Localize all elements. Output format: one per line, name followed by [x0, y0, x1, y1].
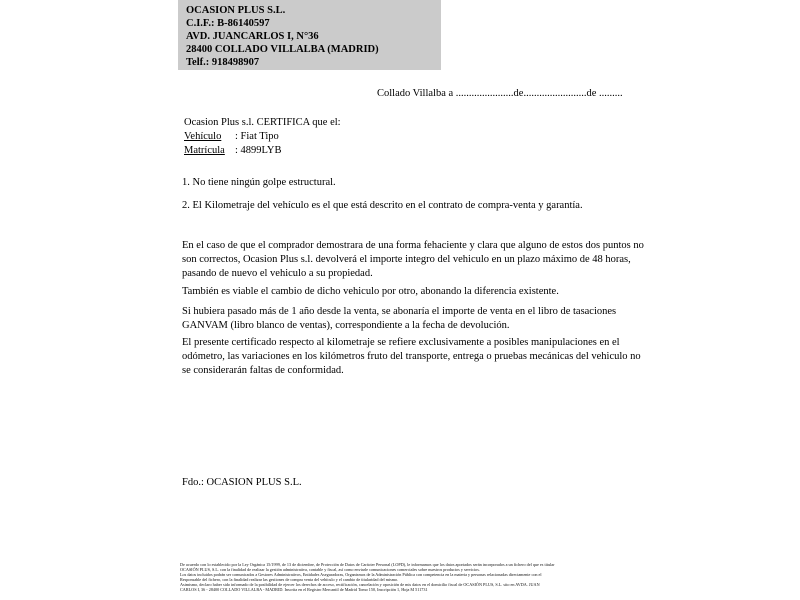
paragraph-odometer-line-2: odómetro, las variaciones en los kilómetros fruto del transporte, entrega o pruebas mecánicas del vehiculo no: [182, 351, 641, 362]
paragraph-odometer-line-1: El presente certificado respecto al kilometraje se refiere exclusivamente a posibles manipulaciones en el: [182, 337, 620, 348]
legal-fine-print-line-5: Asimismo, declaro haber sido informado de la posibilidad de ejercer los derechos de acceso, rectificación, cancelación y oposición de mis datos en el domicilio fiscal de OCASIÓN PLUS, S.L. sito en AVDA. JUAN: [180, 582, 540, 587]
company-header-block: [178, 0, 441, 70]
date-line: Collado Villalba a ......................de........................de .........: [377, 88, 623, 99]
paragraph-odometer: [182, 336, 641, 378]
paragraph-ganvam: [182, 305, 616, 333]
clause-1: 1. No tiene ningún golpe estructural.: [182, 177, 336, 188]
company-phone: Telf.: 918498907: [186, 57, 260, 68]
legal-fine-print: [180, 562, 554, 592]
company-address: AVD. JUANCARLOS I, N°36: [186, 31, 319, 42]
legal-fine-print-line-4: Responsable del fichero, con la finalidad realizar las gestiones de compra venta del vehículo y el cambio de titularidad del mismo.: [180, 577, 399, 582]
paragraph-ganvam-line-1: Si hubiera pasado más de 1 año desde la venta, se abonaría el importe de venta en el libro de tasaciones: [182, 306, 617, 317]
legal-fine-print-line-2: OCASIÓN PLUS, S.L. con la finalidad de realizar la gestión administrativa, contable y fiscal, así como enviarle comunicaciones comerciales sobre nuestros productos y servicios.: [180, 567, 480, 572]
plate-label: Matrícula: [184, 145, 225, 156]
legal-fine-print-line-6: CARLOS I, 36 - 28400 COLLADO VILLALBA - MADRID. Inscrita en el Registro Mercantil de Madrid Tomo 150, Inscripción 1, Hoja M 511731: [180, 587, 428, 592]
legal-fine-print-line-1: De acuerdo con lo establecido por la Ley Orgánica 15/1999, de 13 de diciembre, de Protección de Datos de Carácter Personal (LOPD), le informamos que los datos aportados serán incorporados a un fichero del que es titular: [180, 562, 555, 567]
company-cif: C.I.F.: B-86140597: [186, 18, 270, 29]
plate-field: [184, 144, 341, 158]
vehicle-value: : Fiat Tipo: [235, 131, 279, 142]
vehicle-field: [184, 130, 341, 144]
company-name: OCASION PLUS S.L.: [186, 5, 286, 16]
paragraph-refund-line-3: pasando de nuevo el vehiculo a su propiedad.: [182, 268, 373, 279]
paragraph-odometer-line-3: se considerarán faltas de conformidad.: [182, 365, 344, 376]
certification-intro: Ocasion Plus s.l. CERTIFICA que el:: [184, 117, 341, 128]
company-city: 28400 COLLADO VILLALBA (MADRID): [186, 44, 379, 55]
vehicle-label: Vehículo: [184, 131, 222, 142]
paragraph-refund-line-2: son correctos, Ocasion Plus s.l. devolverá el importe integro del vehiculo en un plazo máximo de 48 horas,: [182, 254, 631, 265]
legal-fine-print-line-3: Los datos incluidos podrán ser comunicados a Gestores Administrativos, Entidades Aseguradoras, Organismos de la Administración Pública con competencia en la materia y personas relacionadas directamente con el: [180, 572, 542, 577]
paragraph-exchange: [182, 285, 559, 299]
paragraph-refund: [182, 239, 644, 281]
clause-2: 2. El Kilometraje del vehículo es el que está descrito en el contrato de compra-venta y garantía.: [182, 200, 583, 211]
paragraph-refund-line-1: En el caso de que el comprador demostrara de una forma fehaciente y clara que alguno de estos dos puntos no: [182, 240, 644, 251]
paragraph-exchange-line-1: También es viable el cambio de dicho vehiculo por otro, abonando la diferencia existente.: [182, 286, 559, 297]
signature-line: Fdo.: OCASION PLUS S.L.: [182, 477, 302, 488]
paragraph-ganvam-line-2: GANVAM (libro blanco de ventas), correspondiente a la fecha de devolución.: [182, 320, 510, 331]
plate-value: : 4899LYB: [235, 145, 282, 156]
certification-block: [184, 116, 341, 158]
